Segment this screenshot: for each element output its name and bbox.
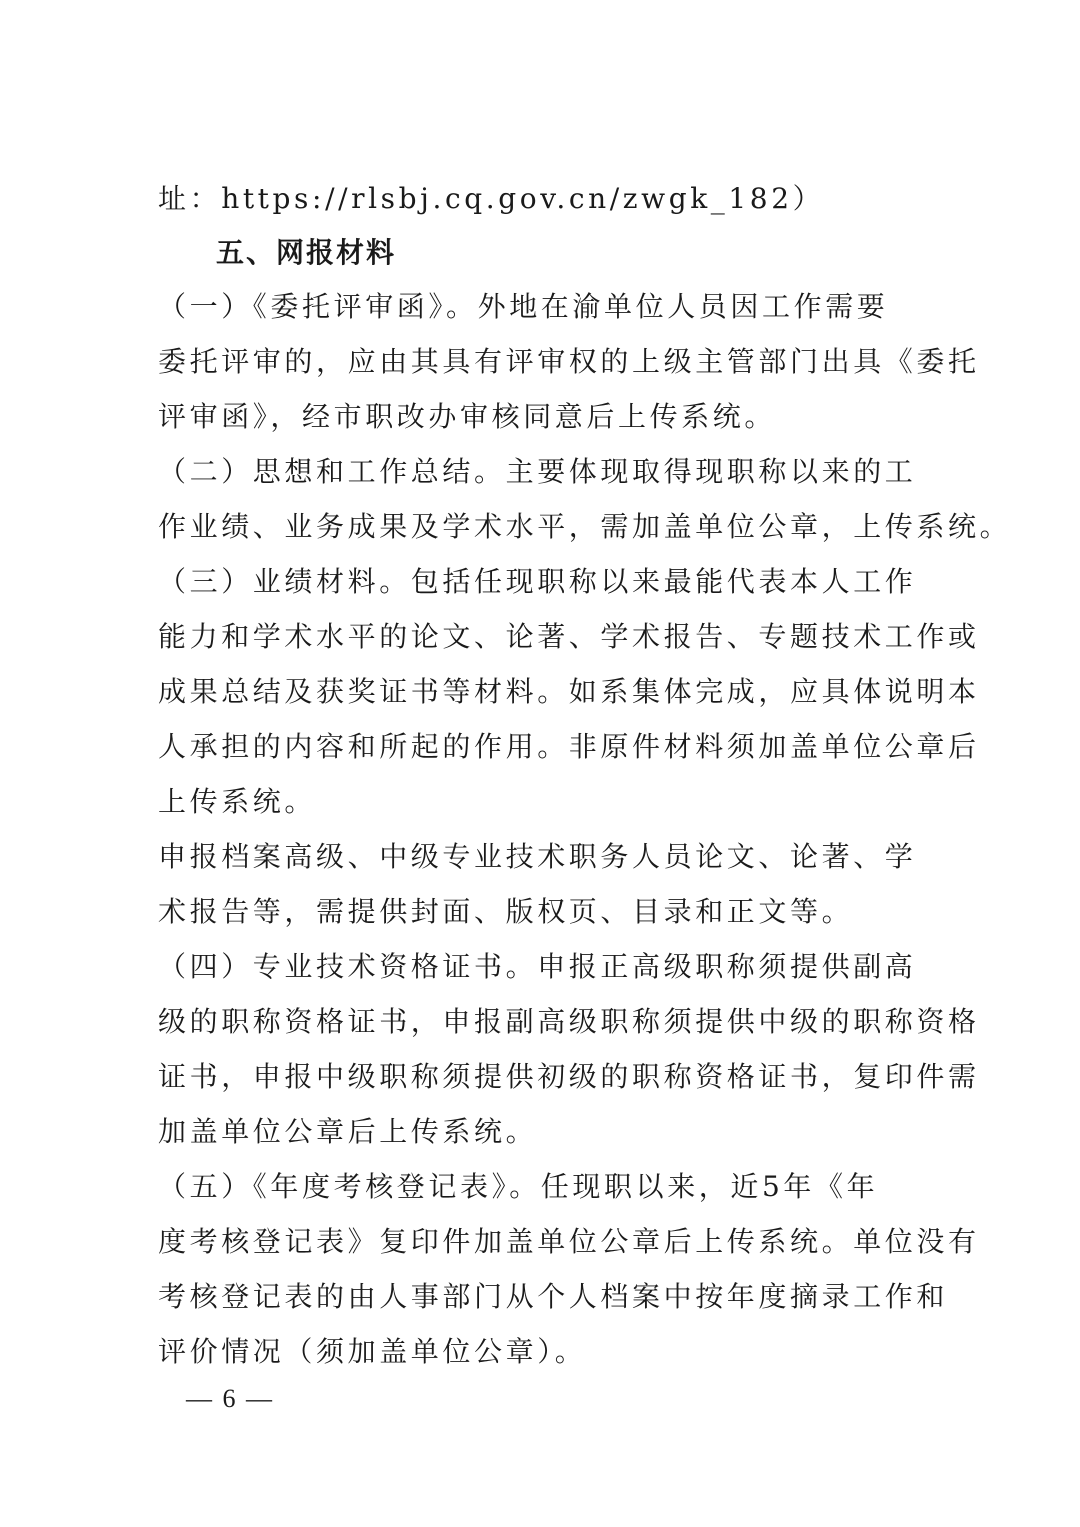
paragraph-3-line-4: 人承担的内容和所起的作用。非原件材料须加盖单位公章后 xyxy=(158,730,980,763)
paragraph-1-line-1: （一）《委托评审函》。外地在渝单位人员因工作需要 xyxy=(158,290,889,323)
text-line-website-address: 址：https://rlsbj.cq.gov.cn/zwgk_182） xyxy=(158,182,825,215)
paragraph-3-line-2: 能力和学术水平的论文、论著、学术报告、专题技术工作或 xyxy=(158,620,980,653)
paragraph-2-line-1: （二）思想和工作总结。主要体现取得现职称以来的工 xyxy=(158,455,917,488)
paragraph-2-line-2: 作业绩、业务成果及学术水平，需加盖单位公章，上传系统。 xyxy=(158,510,1012,543)
paragraph-6-line-3: 考核登记表的由人事部门从个人档案中按年度摘录工作和 xyxy=(158,1280,949,1313)
paragraph-6-line-4: 评价情况（须加盖单位公章）。 xyxy=(158,1335,587,1368)
paragraph-1-line-3: 评审函》，经市职改办审核同意后上传系统。 xyxy=(158,400,777,433)
paragraph-4-line-1: 申报档案高级、中级专业技术职务人员论文、论著、学 xyxy=(158,840,917,873)
paragraph-1-line-2: 委托评审的，应由其具有评审权的上级主管部门出具《委托 xyxy=(158,345,980,378)
paragraph-6-line-1: （五）《年度考核登记表》。任现职以来，近5年《年 xyxy=(158,1170,879,1203)
paragraph-5-line-2: 级的职称资格证书，申报副高级职称须提供中级的职称资格 xyxy=(158,1005,980,1038)
section-heading-online-materials: 五、网报材料 xyxy=(216,236,397,269)
paragraph-5-line-4: 加盖单位公章后上传系统。 xyxy=(158,1115,538,1148)
paragraph-4-line-2: 术报告等，需提供封面、版权页、目录和正文等。 xyxy=(158,895,854,928)
paragraph-3-line-5: 上传系统。 xyxy=(158,785,317,818)
paragraph-3-line-3: 成果总结及获奖证书等材料。如系集体完成，应具体说明本 xyxy=(158,675,980,708)
paragraph-6-line-2: 度考核登记表》复印件加盖单位公章后上传系统。单位没有 xyxy=(158,1225,980,1258)
page-number: — 6 — xyxy=(186,1384,274,1413)
paragraph-3-line-1: （三）业绩材料。包括任现职称以来最能代表本人工作 xyxy=(158,565,917,598)
paragraph-5-line-1: （四）专业技术资格证书。申报正高级职称须提供副高 xyxy=(158,950,917,983)
paragraph-5-line-3: 证书，申报中级职称须提供初级的职称资格证书，复印件需 xyxy=(158,1060,980,1093)
